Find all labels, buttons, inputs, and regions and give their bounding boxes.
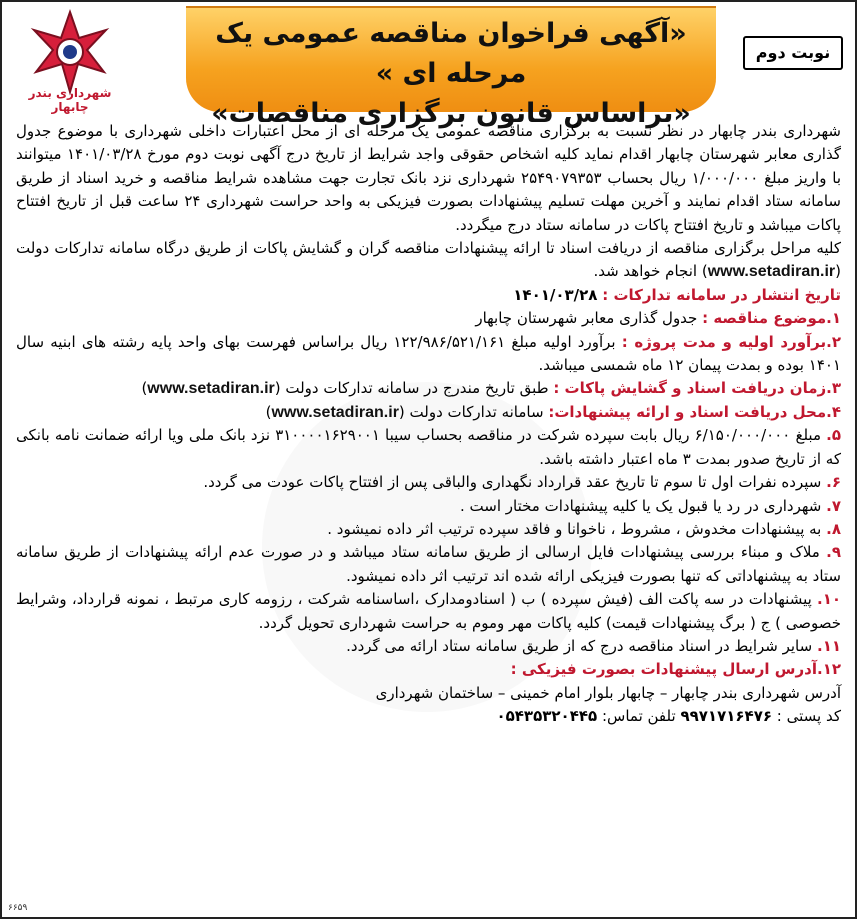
publish-label: تاریخ انتشار در سامانه تدارکات : [602, 285, 841, 304]
list-item: ۸. به پیشنهادات مخدوش ، مشروط ، ناخوانا و فاقد سپرده ترتیب اثر داده نمیشود . [327, 519, 841, 538]
setad-link[interactable]: www.setadiran.ir [707, 263, 836, 281]
item-text: سپرده نفرات اول تا سوم تا تاریخ عقد قرارداد نگهداری والباقی پس از افتتاح پاکات عودت می گردد. [203, 473, 822, 492]
stages-suffix: ) انجام خواهد شد. [593, 262, 708, 281]
item-label: آدرس ارسال پیشنهادات بصورت فیزیکی : [510, 660, 817, 679]
list-item: ۹. ملاک و مبناء بررسی پیشنهادات فایل ارسالی از طریق سامانه ستاد میباشد و در صورت عدم ارائه پیشنهادات از طریق سامانه ستاد به پیشنهاداتی که تنها بصورت فیزیکی ارائه شده اند ترتیب اثر داده نمیشود. [16, 543, 841, 585]
item-text: به پیشنهادات مخدوش ، مشروط ، ناخوانا و فاقد سپرده ترتیب اثر داده نمیشود . [327, 519, 822, 538]
item-text: پیشنهادات در سه پاکت الف (فیش سپرده ) ب ( اسنادومدارک ،اساسنامه شرکت ، رزومه کاری مرتبط ، نمونه قرارداد، وشرایط خصوصی ) ج ( برگ پیشنهادات قیمت) کلیه پاکات مهر وموم به حراست شهرداری تحویل گردد. [16, 590, 841, 632]
item-label: محل دریافت اسناد و ارائه پیشنهادات: [548, 402, 827, 421]
postal-label: کد پستی : [776, 707, 841, 726]
stages-text: کلیه مراحل برگزاری مناقصه از دریافت اسناد تا ارائه پیشنهادات مناقصه گران و گشایش پاکات از طریق درگاه سامانه تدارکات دولت ( [16, 239, 841, 281]
round-badge: نوبت دوم [743, 36, 843, 70]
title-line-1: «آگهی فراخوان مناقصه عمومی یک مرحله ای » [215, 18, 687, 89]
list-item: ۱۱. سایر شرایط در اسناد مناقصه درج که از طریق سامانه ستاد ارائه می گردد. [346, 636, 841, 655]
list-item: ۵. مبلغ ۶/۱۵۰/۰۰۰/۰۰۰ ریال بابت سپرده شرکت در مناقصه بحساب سیبا ۳۱۰۰۰۰۱۶۲۹۰۰۱ نزد بانک ملی ویا ارائه ضمانت نامه بانکی که از تاریخ صدور بمدت ۳ ماه اعتبار داشته باشد. [16, 426, 841, 468]
item-label: موضوع مناقصه : [702, 309, 827, 328]
item-text: ملاک و مبناء بررسی پیشنهادات فایل ارسالی از طریق سامانه ستاد میباشد و در صورت عدم ارائه پیشنهادات از طریق سامانه ستاد به پیشنهاداتی که تنها بصورت فیزیکی ارائه شده اند ترتیب اثر داده نمیشود. [16, 543, 841, 585]
item-text: سامانه تدارکات دولت ( [398, 402, 549, 421]
list-item: ۱.موضوع مناقصه : جدول گذاری معابر شهرستان چابهار [475, 309, 841, 328]
intro-paragraph: شهرداری بندر چابهار در نظر نسبت به برگزاری مناقصه عمومی یک مرحله ای از محل اعتبارات داخلی شهرداری با موضوع جدول گذاری معابر شهرستان چابهار اقدام نماید کلیه اشخاص حقوقی واجد شرایط از تاریخ درج آگهی نوبت دوم مورخ ۱۴۰۱/۰۳/۲۸ میتوانند با واریز مبلغ ۱/۰۰۰/۰۰۰ ریال بحساب ۲۵۴۹۰۷۹۳۵۳ شهرداری نزد بانک تجارت جهت مشاهده شرایط مناقصه و خرید اسناد از طریق سامانه ستاد اقدام نمایند و آخرین مهلت تسلیم پیشنهادات بصورت فیزیکی به واحد حراست شهرداری ۲۴ ساعت قبل از تاریخ افتتاح پاکات میباشد و تاریخ افتتاح پاکات در سامانه ستاد درج میگردد. [16, 122, 841, 234]
list-item: ۱۰. پیشنهادات در سه پاکت الف (فیش سپرده ) ب ( اسنادومدارک ،اساسنامه شرکت ، رزومه کاری مرتبط ، نمونه قرارداد، وشرایط خصوصی ) ج ( برگ پیشنهادات قیمت) کلیه پاکات مهر وموم به حراست شهرداری تحویل گردد. [16, 590, 841, 632]
contact-line [16, 705, 841, 728]
list-item: ۴.محل دریافت اسناد و ارائه پیشنهادات: سامانه تدارکات دولت (www.setadiran.ir) [265, 402, 841, 421]
item-text: برآورد اولیه مبلغ ۱۲۲/۹۸۶/۵۲۱/۱۶۱ ریال براساس فهرست بهای واحد پایه رشته های ابنیه سال ۱۴۰۱ بوده و بمدت پیمان ۱۲ ماه شمسی میباشد. [16, 332, 841, 375]
title-banner [186, 6, 716, 129]
title-line-2: «براساس قانون برگزاری مناقصات» [211, 98, 691, 129]
item-label: برآورد اولیه و مدت پروژه : [621, 332, 827, 351]
item-text: شهرداری در رد یا قبول یک یا کلیه پیشنهادات مختار است . [460, 496, 822, 515]
footer-code: ۶۶۵۹ [8, 903, 28, 913]
item-text: مبلغ ۶/۱۵۰/۰۰۰/۰۰۰ ریال بابت سپرده شرکت در مناقصه بحساب سیبا ۳۱۰۰۰۰۱۶۲۹۰۰۱ نزد بانک ملی ویا ارائه ضمانت نامه بانکی که از تاریخ صدور بمدت ۳ ماه اعتبار داشته باشد. [16, 426, 841, 468]
publish-value: ۱۴۰۱/۰۳/۲۸ [513, 285, 598, 304]
item-text: جدول گذاری معابر شهرستان چابهار [475, 309, 703, 328]
logo-caption: شهرداری بندر چابهار [28, 86, 112, 114]
municipality-logo [10, 8, 130, 116]
address-line: آدرس شهرداری بندر چابهار – چابهار بلوار امام خمینی – ساختمان شهرداری [375, 683, 841, 702]
list-item: ۷. شهرداری در رد یا قبول یک یا کلیه پیشنهادات مختار است . [460, 496, 841, 515]
setad-link[interactable]: www.setadiran.ir [147, 380, 275, 398]
phone-value: ۰۵۴۳۵۳۲۰۴۴۵ [496, 707, 598, 726]
list-item: ۲.برآورد اولیه و مدت پروژه : برآورد اولیه مبلغ ۱۲۲/۹۸۶/۵۲۱/۱۶۱ ریال براساس فهرست بهای واحد پایه رشته های ابنیه سال ۱۴۰۱ بوده و بمدت پیمان ۱۲ ماه شمسی میباشد. [16, 332, 841, 375]
list-item: ۱۲.آدرس ارسال پیشنهادات بصورت فیزیکی : [510, 660, 841, 679]
setad-link[interactable]: www.setadiran.ir [271, 403, 399, 421]
list-item: ۶. سپرده نفرات اول تا سوم تا تاریخ عقد قرارداد نگهداری والباقی پس از افتتاح پاکات عودت می گردد. [203, 473, 841, 492]
item-text: سایر شرایط در اسناد مناقصه درج که از طریق سامانه ستاد ارائه می گردد. [346, 636, 813, 655]
list-item: ۳.زمان دریافت اسناد و گشایش پاکات : طبق تاریخ مندرج در سامانه تدارکات دولت (www.setadiran.ir) [141, 379, 841, 398]
phone-label: تلفن تماس: [601, 707, 676, 726]
item-label: زمان دریافت اسناد و گشایش پاکات : [553, 379, 827, 398]
publish-date [16, 284, 841, 307]
postal-value: ۹۹۷۱۷۱۶۴۷۶ [680, 707, 773, 726]
notice-body [16, 120, 841, 729]
stages-paragraph [16, 237, 841, 284]
item-text: طبق تاریخ مندرج در سامانه تدارکات دولت ( [274, 379, 554, 398]
